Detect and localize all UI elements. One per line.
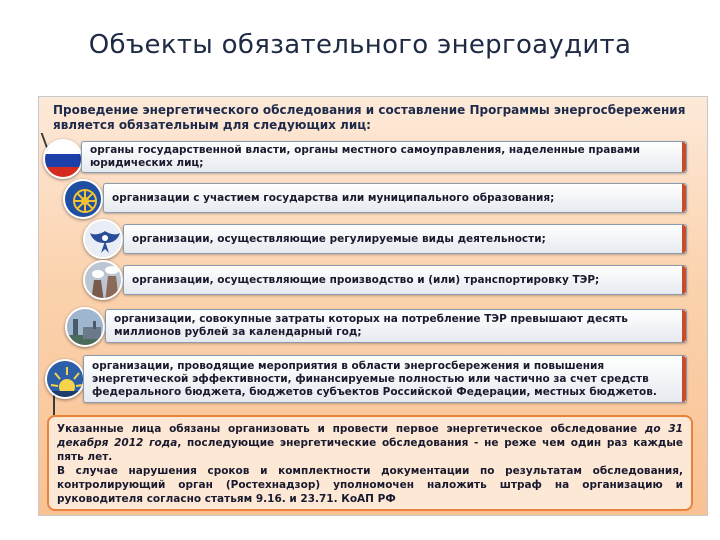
russian-flag-icon [43,139,83,179]
list-item-text: организации с участием государства или муниципального образования; [112,191,555,204]
list-item [105,309,687,343]
list-item-text: организации, проводящие мероприятия в области энергосбережения и повышения энергетической эффективности, финансируемые полностью или частично за счет средств федерального бюджета, бюджетов субъектов Российской Федерации, местных бюджетов. [92,359,657,398]
slide-title: Объекты обязательного энергоаудита [88,30,632,60]
list-item-text: организации, осуществляющие производство и (или) транспортировку ТЭР; [132,273,600,286]
list-item-text: организации, осуществляющие регулируемые виды деятельности; [132,232,546,245]
list-item [81,141,687,173]
obligations-note [47,415,693,511]
content-panel [38,96,708,516]
list-item [103,183,687,213]
note-paragraph-2: В случае нарушения сроков и комплектности документации по результатам обследования, контролирующий орган (Ростехнадзор) уполномочен наложить штраф на организацию и руководителя согласно статьям 9.16. и 23.71. КоАП РФ [57,465,683,505]
list-item [83,355,687,403]
note-paragraph-1 [57,422,683,464]
factory-icon [65,307,105,347]
intro-text: Проведение энергетического обследования и составление Программы энергосбережения является обязательным для следующих лиц: [53,103,686,132]
power-plant-icon [83,260,123,300]
note-deadline: до 31 декабря 2012 года [57,423,683,449]
list-item-text: органы государственной власти, органы местного самоуправления, наделенные правами юридических лиц; [90,144,640,169]
note-text: , последующие энергетические обследования - не реже чем один раз каждые пять лет. [57,437,684,463]
list-item [123,265,687,295]
sunrise-icon [45,359,85,399]
note-text: Указанные лица обязаны организовать и провести первое энергетическое обследование [57,423,645,435]
emblem-icon [63,179,103,219]
list-item-text: организации, совокупные затраты которых на потребление ТЭР превышают десять миллионов рублей за календарный год; [114,313,628,338]
eagle-emblem-icon [83,219,123,259]
list-item [123,224,687,254]
